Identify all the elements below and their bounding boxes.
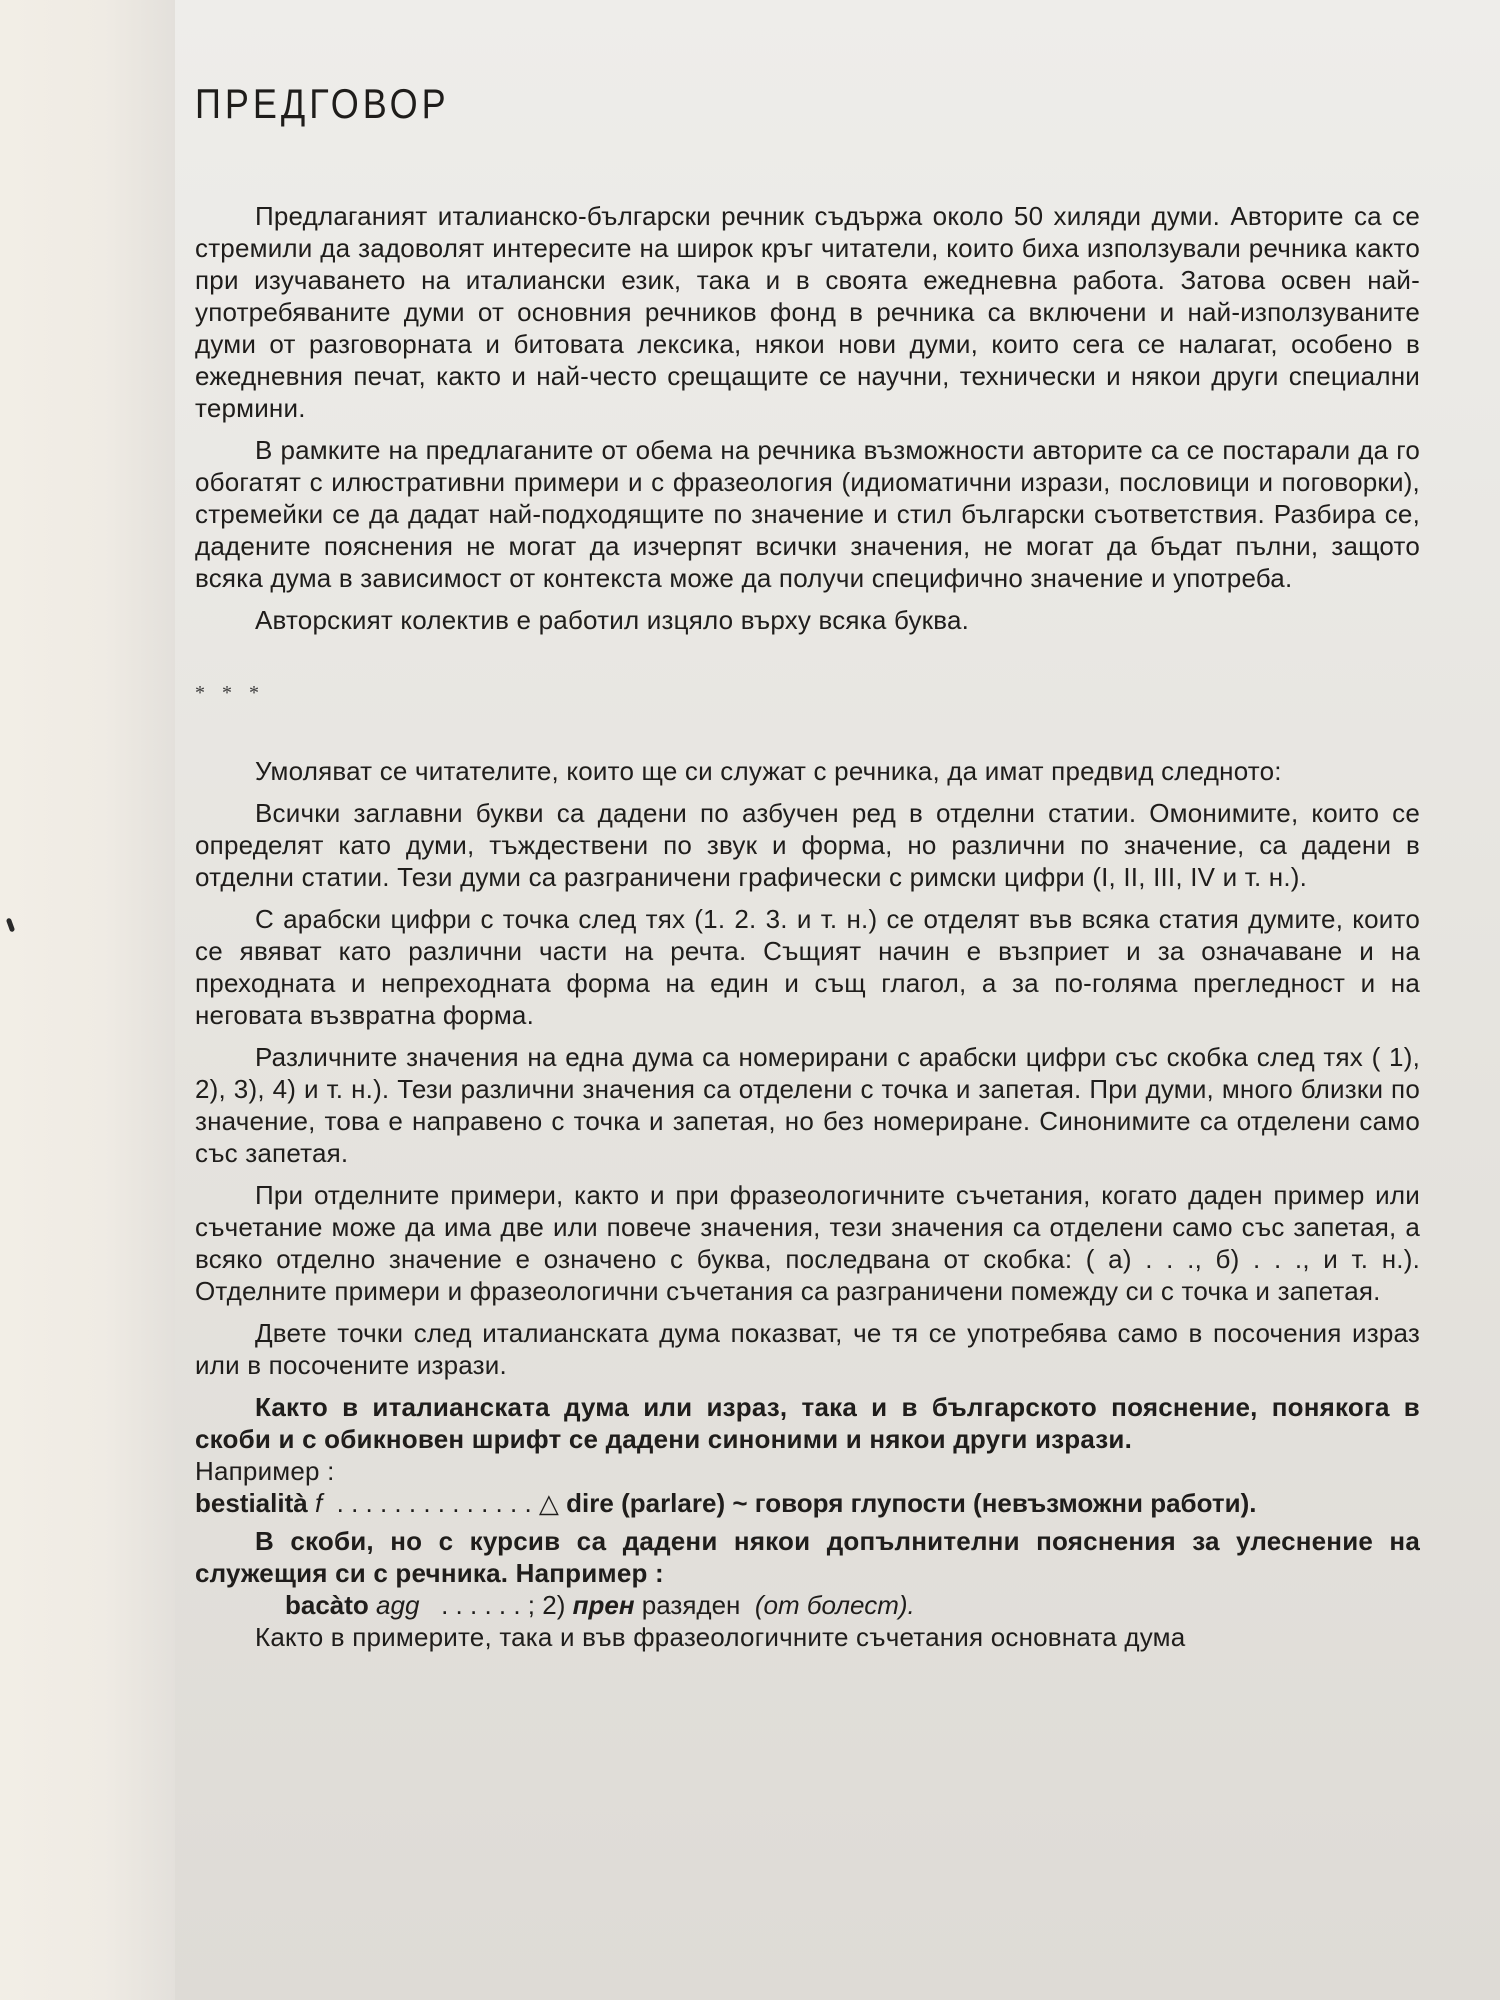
usage-rules-section [195, 755, 1420, 1653]
phrase: dire (parlare) [566, 1488, 726, 1518]
grammar-label: f [314, 1488, 323, 1518]
usage-label: прен [572, 1590, 635, 1620]
ellipsis-dots: . . . . . . ; [441, 1590, 536, 1620]
intro-section [195, 200, 1420, 636]
note: (от болест). [754, 1590, 915, 1620]
paragraph: Умоляват се читателите, които ще си служат с речника, да имат предвид следното: [255, 756, 1282, 786]
headword: bacàto [285, 1590, 369, 1620]
sense-number: 2) [542, 1590, 566, 1620]
paragraph: Както в италианската дума или израз, така и в българското пояснение, понякога в скоби и с обикновен шрифт се дадени синоними и някои други изрази. [195, 1392, 1420, 1454]
grammar-label: agg [376, 1590, 420, 1620]
dictionary-example-1 [195, 1487, 1420, 1519]
paragraph: В скоби, но с курсив са дадени някои допълнителни пояснения за улеснение на служещия си с речника. Например : [195, 1526, 1420, 1588]
example-label: Например : [195, 1456, 335, 1486]
translation: разяден [641, 1590, 741, 1620]
paragraph: С арабски цифри с точка след тях (1. 2. 3. и т. н.) се отделят във всяка статия думите, които се явяват като различни части на речта. Същият начин е възприет и за означаване и на преходната и непреходната форма на един и същ глагол, а за по-голяма прегледност и на неговата възвратна форма. [195, 904, 1420, 1030]
ellipsis-dots: . . . . . . . . . . . . . . [336, 1488, 532, 1518]
paragraph: Авторският колектив е работил изцяло върху всяка буква. [255, 605, 970, 635]
tilde-symbol: ~ [732, 1488, 748, 1518]
headword: bestialità [195, 1488, 308, 1518]
paragraph: Предлаганият италианско-български речник съдържа около 50 хиляди думи. Авторите са се стремили да задоволят интересите на широк кръг читатели, които биха използували речника както при изучаването на италиански език, така и в своята ежедневна работа. Затова освен най-употребяваните думи от основния речников фонд в речника са включени и най-използуваните думи от разговорната и битовата лексика, някои нови думи, които сега се налагат, особено в ежедневния печат, както и най-често срещащите се научни, технически и някои други специални термини. [195, 201, 1420, 423]
paragraph: В рамките на предлаганите от обема на речника възможности авторите са се постарали да го обогатят с илюстративни примери и с фразеология (идиоматични изрази, пословици и поговорки), стремейки се да дадат най-подходящите по значение и стил български съответствия. Разбира се, дадените пояснения не могат да изчерпят всички значения, не могат да бъдат пълни, защото всяка дума в зависимост от контекста може да получи специфично значение и употреба. [195, 435, 1420, 593]
section-separator: * * * [195, 682, 265, 704]
paragraph: Както в примерите, така и във фразеологичните съчетания основната дума [255, 1622, 1186, 1652]
paragraph: Всички заглавни букви са дадени по азбучен ред в отделни статии. Омонимите, които се определят като думи, тъждествени по звук и форма, но различни по значение, са дадени в отделни статии. Тези думи са разграничени графически с римски цифри (I, II, III, IV и т. н.). [195, 798, 1420, 892]
paragraph: Двете точки след италианската дума показват, че тя се употребява само в посочения израз или в посочените изрази. [195, 1318, 1420, 1380]
triangle-icon: △ [538, 1488, 559, 1518]
paragraph: Различните значения на една дума са номерирани с арабски цифри със скобка след тях ( 1), 2), 3), 4) и т. н.). Тези различни значения са отделени с точка и запетая. При думи, много близки по значение, това е направено с точка и запетая, но без номериране. Синонимите са отделени само със запетая. [195, 1042, 1420, 1168]
preface-content [195, 80, 1420, 1663]
book-gutter [0, 0, 175, 2000]
dictionary-example-2 [195, 1589, 1420, 1621]
paragraph: При отделните примери, както и при фразеологичните съчетания, когато даден пример или съчетание може да има две или повече значения, тези значения са отделени само със запетая, а всяко отделно значение е означено с буква, последвана от скобка: ( а) . . ., б) . . ., и т. н.). Отделните примери и фразеологични съчетания са разграничени помежду си с точка и запетая. [195, 1180, 1420, 1306]
page-title: ПРЕДГОВОР [195, 80, 450, 128]
translation: говоря глупости (невъзможни работи). [754, 1488, 1257, 1518]
